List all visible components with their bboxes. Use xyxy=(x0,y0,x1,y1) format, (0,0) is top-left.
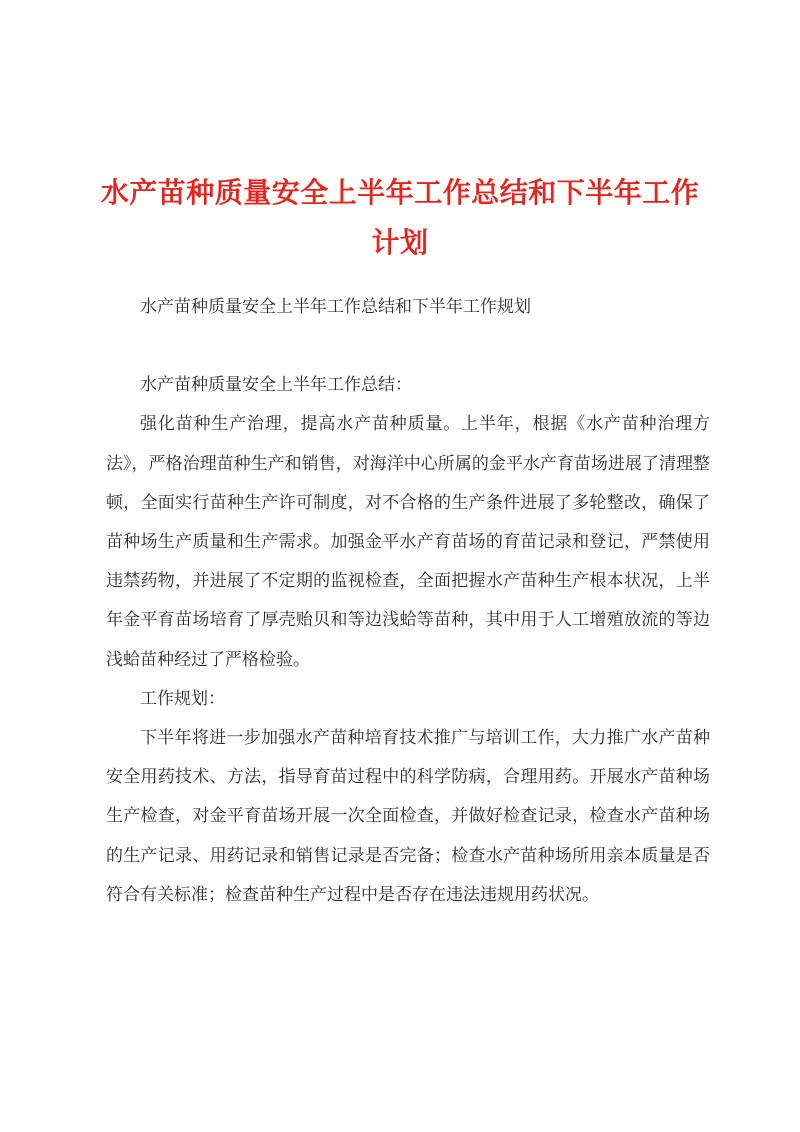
document-subtitle: 水产苗种质量安全上半年工作总结和下半年工作规划 xyxy=(140,297,531,317)
document-title: 水产苗种质量安全上半年工作总结和下半年工作计划 xyxy=(100,176,700,259)
plan-heading: 工作规划： xyxy=(140,688,225,709)
summary-paragraph: 强化苗种生产治理，提高水产苗种质量。上半年，根据《水产苗种治理方法》，严格治理苗种生产和销售，对海洋中心所属的金平水产育苗场进展了清理整顿，全面实行苗种生产许可制度，对不合格的生产条件进展了多轮整改，确保了苗种场生产质量和生产需求。加强金平水产育苗场的育苗记录和登记，严禁使用违禁药物，并进展了不定期的监视检查，全面把握水产苗种生产根本状况，上半年金平育苗场培育了厚壳贻贝和等边浅蛤等苗种，其中用于人工增殖放流的等边浅蛤苗种经过了严格检验。 xyxy=(106,414,710,670)
plan-paragraph: 下半年将进一步加强水产苗种培育技术推广与培训工作，大力推广水产苗种安全用药技术、方法，指导育苗过程中的科学防病，合理用药。开展水产苗种场生产检查，对金平育苗场开展一次全面检查，并做好检查记录，检查水产苗种场的生产记录、用药记录和销售记录是否完备；检查水产苗种场所用亲本质量是否符合有关标准；检查苗种生产过程中是否存在违法违规用药状况。 xyxy=(106,728,710,905)
document-body xyxy=(106,288,710,915)
summary-heading: 水产苗种质量安全上半年工作总结： xyxy=(140,375,412,396)
